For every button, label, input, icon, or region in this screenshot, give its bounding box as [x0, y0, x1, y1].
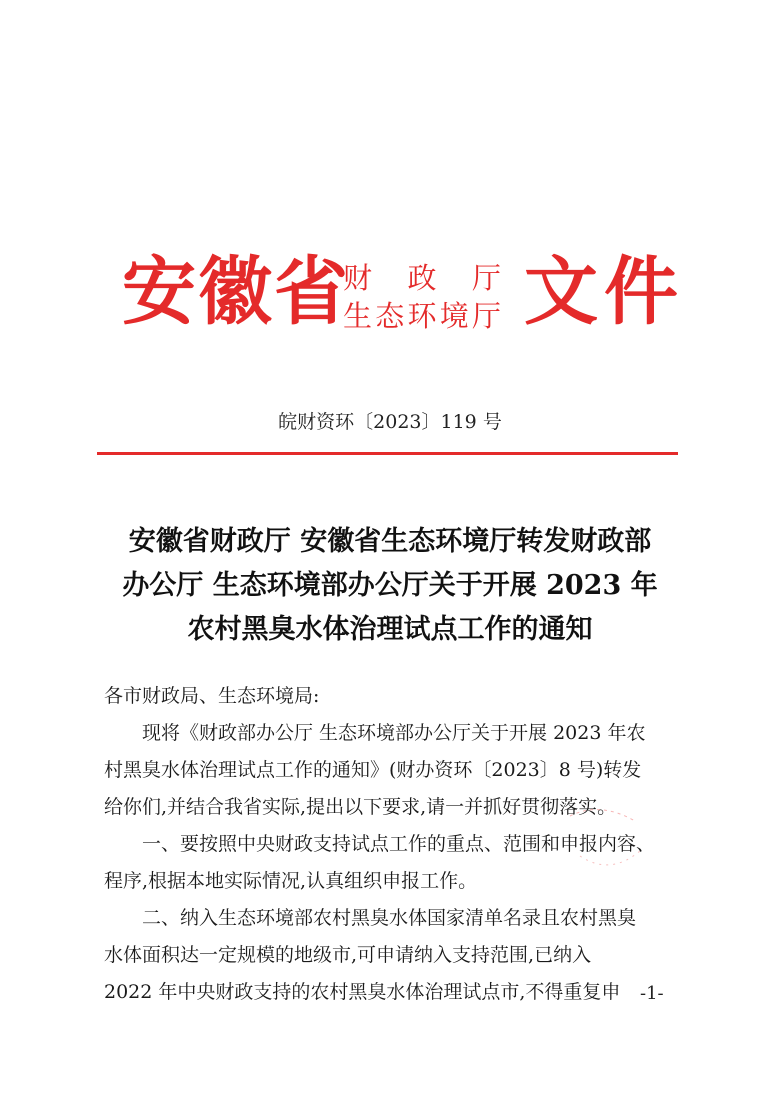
dept-finance-char: 财 [343, 261, 373, 295]
title-line: 农村黑臭水体治理试点工作的通知 [187, 614, 593, 645]
paragraph-line: 二、纳入生态环境部农村黑臭水体国家清单名录且农村黑臭 [142, 907, 637, 929]
dept-env-char: 境 [439, 299, 469, 333]
title-line: 办公厅 生态环境部办公厅关于开展 2023 年 [122, 570, 658, 601]
dept-env-char: 环 [407, 299, 437, 333]
document-title [100, 520, 680, 652]
paragraph-line: 一、要按照中央财政支持试点工作的重点、范围和申报内容、 [142, 833, 656, 855]
header-dept-finance [343, 262, 501, 294]
header-document-word: 文件 [524, 249, 684, 335]
paragraph-line: 现将《财政部办公厅 生态环境部办公厅关于开展 2023 年农 [142, 722, 646, 744]
dept-finance-char: 厅 [471, 261, 501, 295]
paragraph-line: 给你们,并结合我省实际,提出以下要求,请一并抓好贯彻落实。 [104, 796, 617, 818]
dept-finance-char: 政 [407, 261, 437, 295]
dept-env-char: 态 [375, 299, 405, 333]
red-divider-line [97, 452, 678, 455]
paragraph-line: 程序,根据本地实际情况,认真组织申报工作。 [104, 870, 478, 892]
paragraph-line: 村黑臭水体治理试点工作的通知》(财办资环〔2023〕8 号)转发 [104, 759, 642, 781]
paragraph-line: 2022 年中央财政支持的农村黑臭水体治理试点市,不得重复申 [104, 981, 621, 1003]
page-number: -1- [640, 983, 664, 1004]
title-line: 安徽省财政厅 安徽省生态环境厅转发财政部 [128, 526, 652, 557]
header-dept-environment [343, 300, 501, 332]
dept-env-char: 厅 [471, 299, 501, 333]
dept-env-char: 生 [343, 299, 373, 333]
paragraph-line: 水体面积达一定规模的地级市,可申请纳入支持范围,已纳入 [104, 944, 592, 966]
seal-trace [540, 796, 650, 886]
header-province: 安徽省 [122, 249, 350, 335]
document-number: 皖财资环〔2023〕119 号 [278, 411, 502, 433]
salutation: 各市财政局、生态环境局: [104, 685, 320, 707]
